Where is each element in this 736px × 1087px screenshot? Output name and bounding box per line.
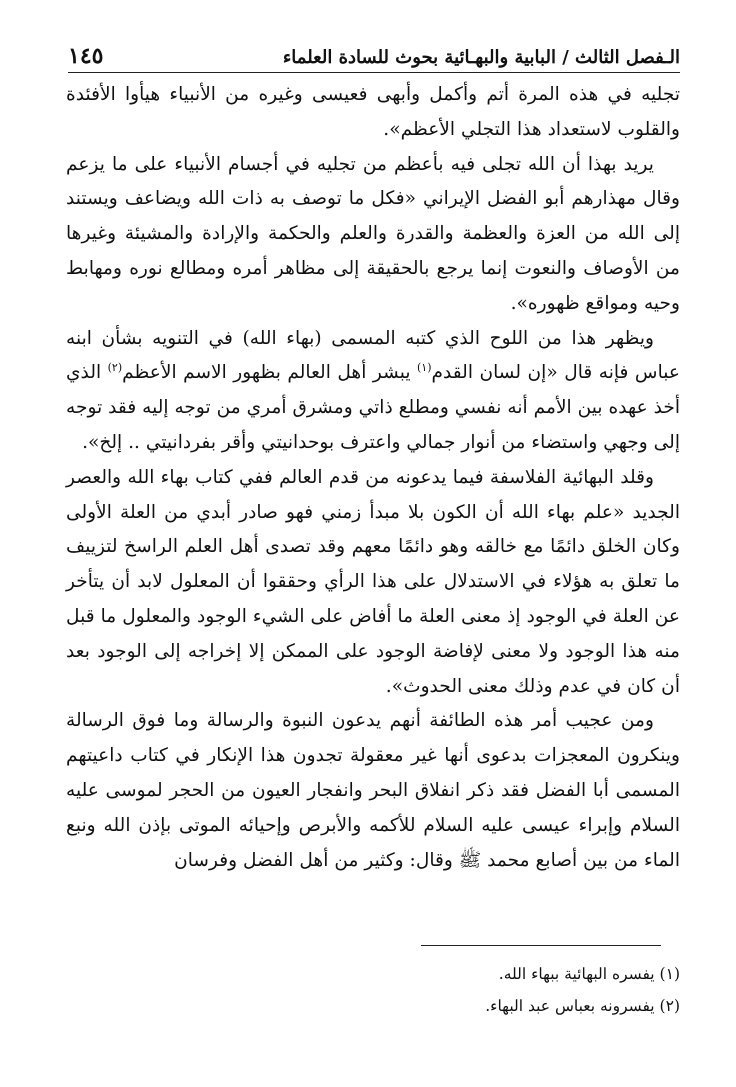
paragraph: وقلد البهائية الفلاسفة فيما يدعونه من قدم العالم ففي كتاب بهاء الله والعصر الجديد «علم بهاء الله أن الكون بلا مبدأ زمني فهو صادر أبدي من العلة الأولى وكان الخلق دائمًا مع خالقه وهو دائمًا معهم وقد تصدى أهل العلم الراسخ لتزييف ما تعلق به هؤلاء في الاستدلال على هذا الرأي وحققوا أن المعلول لابد أن يتأخر عن العلة في الوجود إذ معنى العلة ما أفاض على الشيء الوجود والمعلول ما قبل منه هذا الوجود ولا معنى لإفاضة الوجود على الممكن إلا إخراجه إلى الوجود بعد أن كان في عدم وذلك معنى الحدوث». <box>66 466 680 697</box>
footnote-reference: (٢) <box>107 361 123 375</box>
footnotes <box>66 958 680 1022</box>
footnote-reference: (١) <box>416 361 432 375</box>
footnote: (١) يفسره البهائية ببهاء الله. <box>498 965 680 983</box>
paragraph: تجليه في هذه المرة أتم وأكمل وأبهى فعيسى وغيره من الأنبياء هيأوا الأفئدة والقلوب لاستعداد هذا التجلي الأعظم». <box>66 84 680 140</box>
paragraph: ومن عجيب أمر هذه الطائفة أنهم يدعون النبوة والرسالة وما فوق الرسالة وينكرون المعجزات بدعوى أنها غير معقولة تجدون هذا الإنكار في كتاب داعيتهم المسمى أبا الفضل فقد ذكر انفلاق البحر وانفجار العيون من الحجر لموسى عليه السلام وإبراء عيسى عليه السلام للأكمه والأبرص وإحيائه الموتى بإذن الله ونبع الماء من بين أصابع محمد ﷺ وقال: وكثير من أهل الفضل وفرسان <box>66 710 680 871</box>
page-number: ١٤٥ <box>68 43 104 69</box>
paragraph-text: ويظهر هذا من اللوح الذي كتبه المسمى (بهاء الله) في التنويه بشأن ابنه عباس فإنه قال «إن لسان القدم <box>66 327 680 384</box>
footnote: (٢) يفسرونه بعباس عبد البهاء. <box>485 997 680 1015</box>
paragraph-text: يبشر أهل العالم بظهور الاسم الأعظم <box>122 362 417 384</box>
paragraph: يريد بهذا أن الله تجلى فيه بأعظم من تجليه في أجسام الأنبياء على ما يزعم وقال مهذارهم أبو الفضل الإيراني «فكل ما توصف به ذات الله ويضاعف ويستند إلى الله من العزة والعظمة والقدرة والعلم والحكمة والإرادة والمشيئة وغيرها من الأوصاف والنعوت إنما يرجع بالحقيقة إلى مظاهر أمره ومطالع نوره ومهابط وحيه ومواقع ظهوره». <box>66 153 680 314</box>
running-header <box>68 34 680 73</box>
body-text <box>66 78 680 878</box>
paragraph <box>66 322 680 461</box>
footnote-divider <box>421 945 661 946</box>
chapter-title: الـفصل الثالث / البابية والبهـائية بحوث للسادة العلماء <box>282 47 680 68</box>
paragraph-text: الذي أخذ عهده بين الأمم أنه نفسي ومطلع ذاتي ومشرق أمري من توجه إليه فقد توجه إلى وجهي واستضاء من أنوار جمالي واعترف بوحدانيتي وأقر بفردانيتي .. إلخ». <box>66 362 680 453</box>
